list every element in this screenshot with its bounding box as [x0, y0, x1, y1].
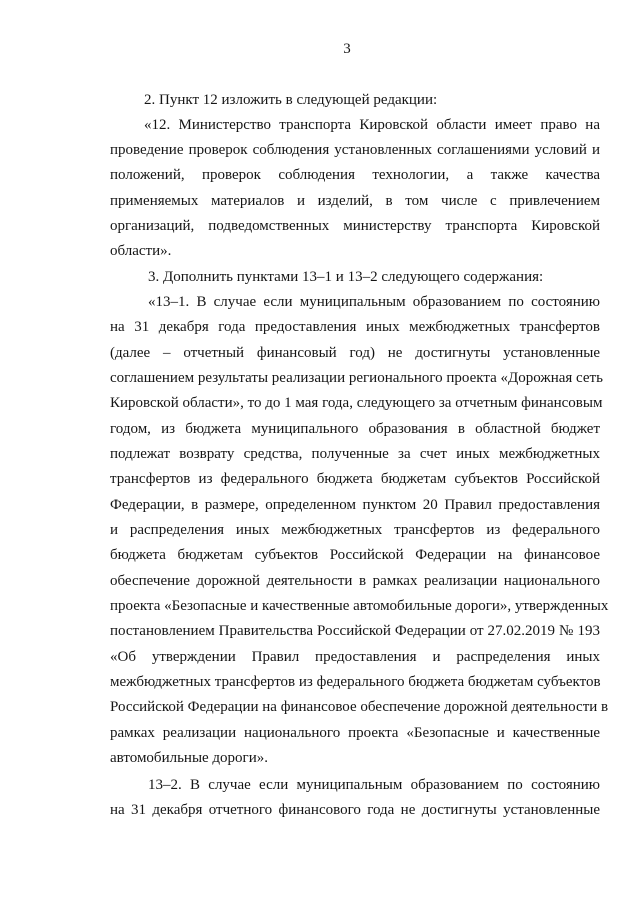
text-line: на 31 декабря года предоставления иных межбюджетных трансфертов	[110, 319, 600, 335]
text-line: (далее – отчетный финансовый год) не достигнуты установленные	[110, 345, 600, 361]
text-line: и распределения иных межбюджетных трансфертов из федерального	[110, 522, 600, 538]
text-line: 13–2. В случае если муниципальным образованием по состоянию	[148, 777, 600, 793]
text-line: обеспечение дорожной деятельности в рамках реализации национального	[110, 573, 600, 589]
text-line: применяемых материалов и изделий, в том числе с привлечением	[110, 193, 600, 209]
text-line: Российской Федерации на финансовое обеспечение дорожной деятельности в	[110, 699, 609, 715]
text-line: организаций, подведомственных министерству транспорта Кировской	[110, 218, 600, 234]
text-line: автомобильные дороги».	[110, 750, 268, 766]
text-line: проведение проверок соблюдения установленных соглашениями условий и	[110, 142, 600, 158]
text-line: рамках реализации национального проекта «Безопасные и качественные	[110, 725, 600, 741]
text-line: Кировской области», то до 1 мая года, следующего за отчетным финансовым	[110, 395, 603, 411]
text-line: годом, из бюджета муниципального образования в областной бюджет	[110, 421, 600, 437]
text-line: «12. Министерство транспорта Кировской области имеет право на	[144, 117, 600, 133]
text-line: на 31 декабря отчетного финансового года не достигнуты установленные	[110, 802, 600, 818]
text-line: 2. Пункт 12 изложить в следующей редакции:	[144, 92, 438, 108]
text-line: «13–1. В случае если муниципальным образованием по состоянию	[148, 294, 600, 310]
text-line: бюджета бюджетам субъектов Российской Федерации на финансовое	[110, 547, 600, 563]
text-line: межбюджетных трансфертов из федерального бюджета бюджетам субъектов	[110, 674, 601, 690]
page-number: 3	[343, 41, 351, 57]
text-line: положений, проверок соблюдения технологии, а также качества	[110, 167, 600, 183]
text-line: соглашением результаты реализации регионального проекта «Дорожная сеть	[110, 370, 603, 386]
text-line: постановлением Правительства Российской Федерации от 27.02.2019 № 193	[110, 623, 600, 639]
text-line: Федерации, в размере, определенном пунктом 20 Правил предоставления	[110, 497, 600, 513]
text-line: 3. Дополнить пунктами 13–1 и 13–2 следующего содержания:	[148, 269, 544, 285]
text-line: подлежат возврату средства, полученные за счет иных межбюджетных	[110, 446, 600, 462]
text-line: проекта «Безопасные и качественные автомобильные дороги», утвержденных	[110, 598, 609, 614]
text-line: области».	[110, 243, 172, 259]
text-line: «Об утверждении Правил предоставления и распределения иных	[110, 649, 600, 665]
text-line: трансфертов из федерального бюджета бюджетам субъектов Российской	[110, 471, 600, 487]
